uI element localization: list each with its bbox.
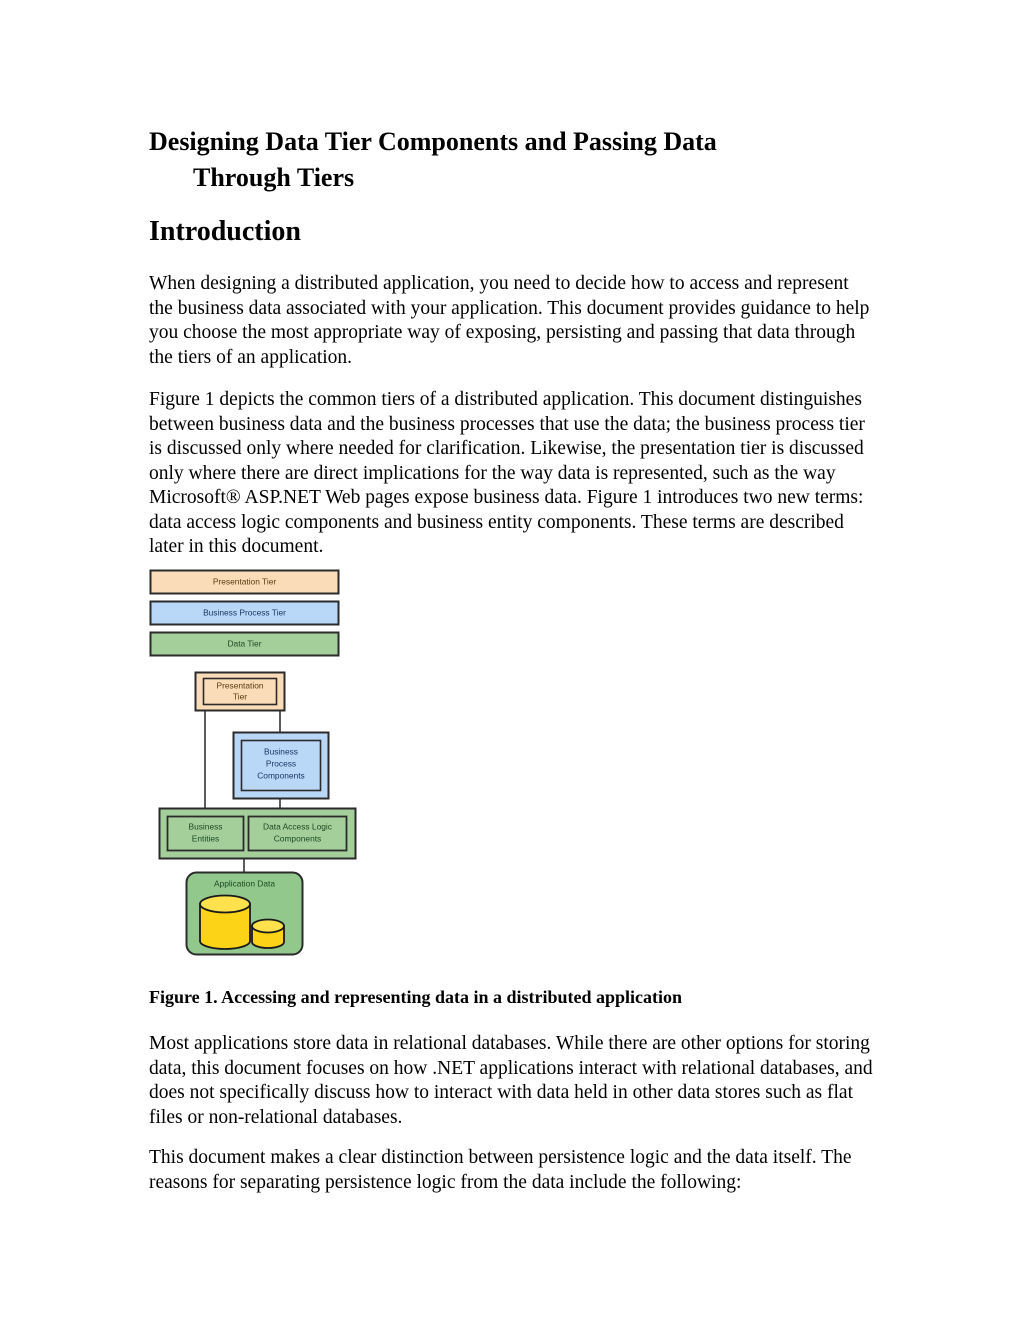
node-label-business-process-line-2: Process <box>265 758 297 769</box>
node-label-application-data: Application Data <box>214 878 275 889</box>
figure-1-diagram <box>149 560 449 960</box>
page-title <box>149 124 875 196</box>
node-data-tier-container <box>160 809 356 859</box>
page-title-line-1: Designing Data Tier Components and Passing Data <box>149 127 717 156</box>
legend-bar-data-tier <box>151 633 339 656</box>
paragraph-persistence-logic: This document makes a clear distinction between persistence logic and the data itself. The reasons for separating persistence logic from the data include the following: <box>149 1147 852 1193</box>
section-heading-introduction: Introduction <box>149 216 301 247</box>
legend-bar-presentation-tier <box>151 571 339 594</box>
figure-caption: Figure 1. Accessing and representing data in a distributed application <box>149 987 683 1007</box>
node-data-access-logic-components <box>249 817 347 851</box>
node-application-data <box>187 873 303 955</box>
node-label-business-entities-line-1: Business <box>188 821 223 832</box>
database-cylinder-large-icon <box>200 896 250 950</box>
legend-label-presentation-tier: Presentation Tier <box>212 576 277 587</box>
node-business-process-components <box>234 733 329 799</box>
node-label-business-process-line-1: Business <box>264 746 298 757</box>
paragraph-figure-description: Figure 1 depicts the common tiers of a distributed application. This document distinguishes between business data and the business processes that use the data; the business process tier is discussed only where needed for clarification. Likewise, the presentation tier is discussed only where there are direct implications for the way data is represented, such as the way Microsoft® ASP.NET Web pages expose business data. Figure 1 introduces two new terms: data access logic components and business entity components. These terms are described later in this document. <box>149 389 865 557</box>
legend-label-data-tier: Data Tier <box>227 638 262 649</box>
node-label-business-process-line-3: Components <box>257 770 305 781</box>
legend-bar-business-process-tier <box>151 602 339 625</box>
page-title-line-2: Through Tiers <box>193 163 355 192</box>
paragraph-intro-overview: When designing a distributed application, you need to decide how to access and represent the business data associated with your application. This document provides guidance to help you choose the most appropriate way of exposing, persisting and passing that data through the tiers of an application. <box>149 273 870 368</box>
node-business-entities <box>168 817 244 851</box>
node-label-presentation-tier-line-2: Tier <box>232 691 248 702</box>
node-label-business-entities-line-2: Entities <box>191 833 220 844</box>
node-presentation-tier <box>196 673 285 711</box>
legend-label-business-process-tier: Business Process Tier <box>203 607 286 618</box>
paragraph-relational-databases: Most applications store data in relational databases. While there are other options for storing data, this document focuses on how .NET applications interact with relational databases, and does not specifically discuss how to interact with data held in other data stores such as flat files or non-relational databases. <box>149 1033 873 1128</box>
database-cylinder-small-icon <box>252 920 284 949</box>
node-label-presentation-tier-line-1: Presentation <box>216 680 264 691</box>
node-label-data-access-logic-line-2: Components <box>273 833 322 844</box>
node-label-data-access-logic-line-1: Data Access Logic <box>263 821 332 832</box>
